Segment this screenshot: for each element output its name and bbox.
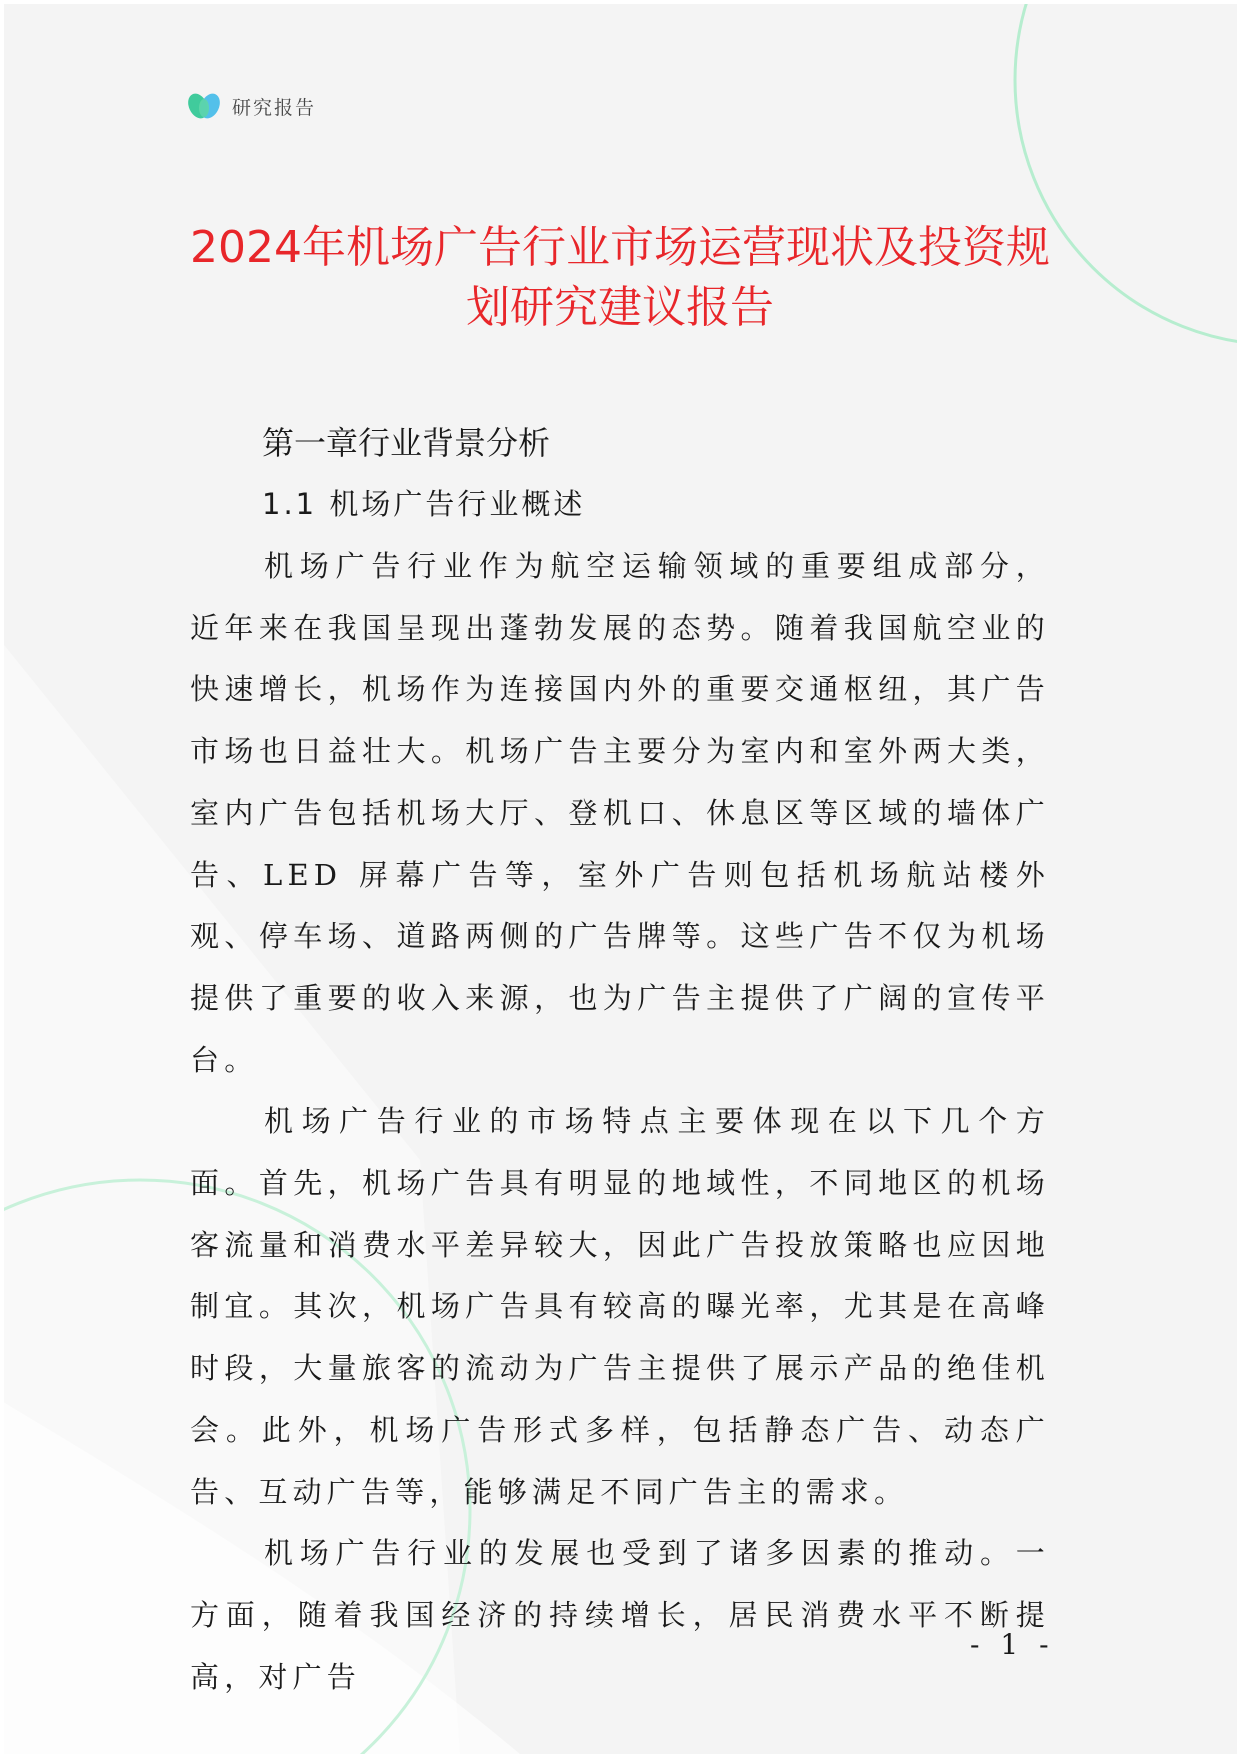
report-title: 2024年机场广告行业市场运营现状及投资规划研究建议报告: [190, 222, 1050, 333]
report-header: [186, 88, 316, 124]
section-heading: 1.1 机场广告行业概述: [262, 487, 586, 521]
paragraph: 机场广告行业的发展也受到了诸多因素的推动。一方面，随着我国经济的持续增长，居民消费水平不断提高，对广告: [190, 1536, 1050, 1694]
header-label: 研究报告: [232, 96, 317, 119]
brand-logo-icon: [186, 88, 222, 124]
body-text: [190, 536, 1050, 1708]
page-number: - 1 -: [970, 1628, 1055, 1661]
paragraph: 机场广告行业作为航空运输领域的重要组成部分，近年来在我国呈现出蓬勃发展的态势。随着我国航空业的快速增长，机场作为连接国内外的重要交通枢纽，其广告市场也日益壮大。机场广告主要分为室内和室外两大类，室内广告包括机场大厅、登机口、休息区等区域的墙体广告、LED 屏幕广告等，室外广告则包括机场航站楼外观、停车场、道路两侧的广告牌等。这些广告不仅为机场提供了重要的收入来源，也为广告主提供了广阔的宣传平台。: [190, 549, 1050, 1077]
paragraph: 机场广告行业的市场特点主要体现在以下几个方面。首先，机场广告具有明显的地域性，不同地区的机场客流量和消费水平差异较大，因此广告投放策略也应因地制宜。其次，机场广告具有较高的曝光率，尤其是在高峰时段，大量旅客的流动为广告主提供了展示产品的绝佳机会。此外，机场广告形式多样，包括静态广告、动态广告、互动广告等，能够满足不同广告主的需求。: [190, 1104, 1050, 1509]
chapter-heading: 第一章行业背景分析: [262, 424, 551, 462]
